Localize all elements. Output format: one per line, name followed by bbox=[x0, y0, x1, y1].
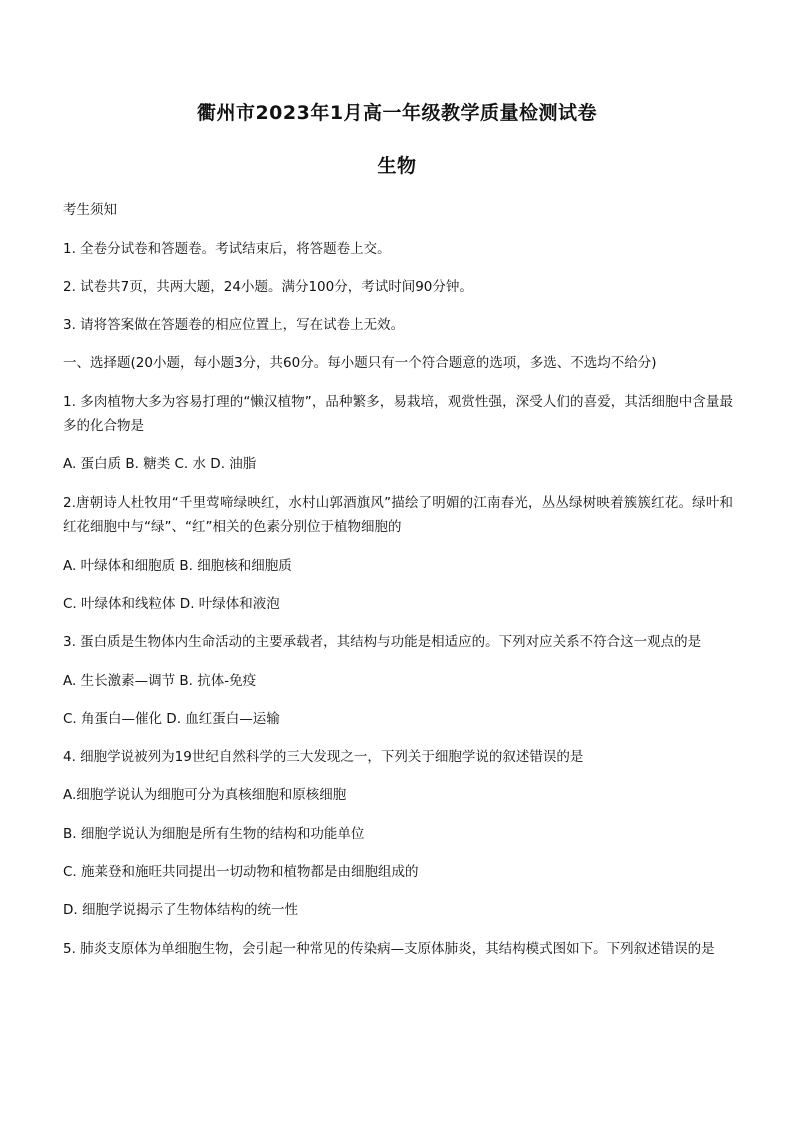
question-2-stem: 2.唐朝诗人杜牧用“千里莺啼绿映红，水村山郭酒旗风”描绘了明媚的江南春光，丛丛绿树映着簇簇红花。绿叶和红花细胞中与“绿”、“红”相关的色素分别位于植物细胞的 bbox=[63, 495, 733, 535]
question-1-stem: 1. 多肉植物大多为容易打理的“懒汉植物”，品种繁多，易栽培，观赏性强，深受人们的喜爱，其活细胞中含量最多的化合物是 bbox=[63, 394, 733, 434]
question-4-option-c: C. 施莱登和施旺共同提出一切动物和植物都是由细胞组成的 bbox=[63, 864, 419, 880]
notice-item: 1. 全卷分试卷和答题卷。考试结束后，将答题卷上交。 bbox=[63, 241, 391, 257]
question-3-options-ab: A. 生长激素—调节 B. 抗体-免疫 bbox=[63, 673, 257, 689]
exam-title: 衢州市2023年1月高一年级教学质量检测试卷 bbox=[196, 102, 598, 124]
question-3-options-cd: C. 角蛋白—催化 D. 血红蛋白—运输 bbox=[63, 711, 280, 727]
question-4-option-a: A.细胞学说认为细胞可分为真核细胞和原核细胞 bbox=[63, 787, 347, 803]
question-5-stem: 5. 肺炎支原体为单细胞生物，会引起一种常见的传染病—支原体肺炎，其结构模式图如下。下列叙述错误的是 bbox=[63, 941, 715, 957]
notice-item: 3. 请将答案做在答题卷的相应位置上，写在试卷上无效。 bbox=[63, 317, 405, 333]
subject-title: 生物 bbox=[377, 155, 417, 177]
section-heading: 一、选择题(20小题，每小题3分，共60分。每小题只有一个符合题意的选项，多选、不选均不给分) bbox=[63, 355, 657, 371]
notice-heading: 考生须知 bbox=[63, 202, 117, 218]
question-2-options-cd: C. 叶绿体和线粒体 D. 叶绿体和液泡 bbox=[63, 596, 280, 612]
question-1-options: A. 蛋白质 B. 糖类 C. 水 D. 油脂 bbox=[63, 456, 257, 472]
notice-item: 2. 试卷共7页，共两大题，24小题。满分100分，考试时间90分钟。 bbox=[63, 279, 473, 295]
question-4-option-b: B. 细胞学说认为细胞是所有生物的结构和功能单位 bbox=[63, 826, 365, 842]
question-4-stem: 4. 细胞学说被列为19世纪自然科学的三大发现之一，下列关于细胞学说的叙述错误的是 bbox=[63, 749, 584, 765]
question-4-option-d: D. 细胞学说揭示了生物体结构的统一性 bbox=[63, 902, 298, 918]
question-2-options-ab: A. 叶绿体和细胞质 B. 细胞核和细胞质 bbox=[63, 558, 292, 574]
question-3-stem: 3. 蛋白质是生物体内生命活动的主要承载者，其结构与功能是相适应的。下列对应关系不符合这一观点的是 bbox=[63, 634, 702, 650]
